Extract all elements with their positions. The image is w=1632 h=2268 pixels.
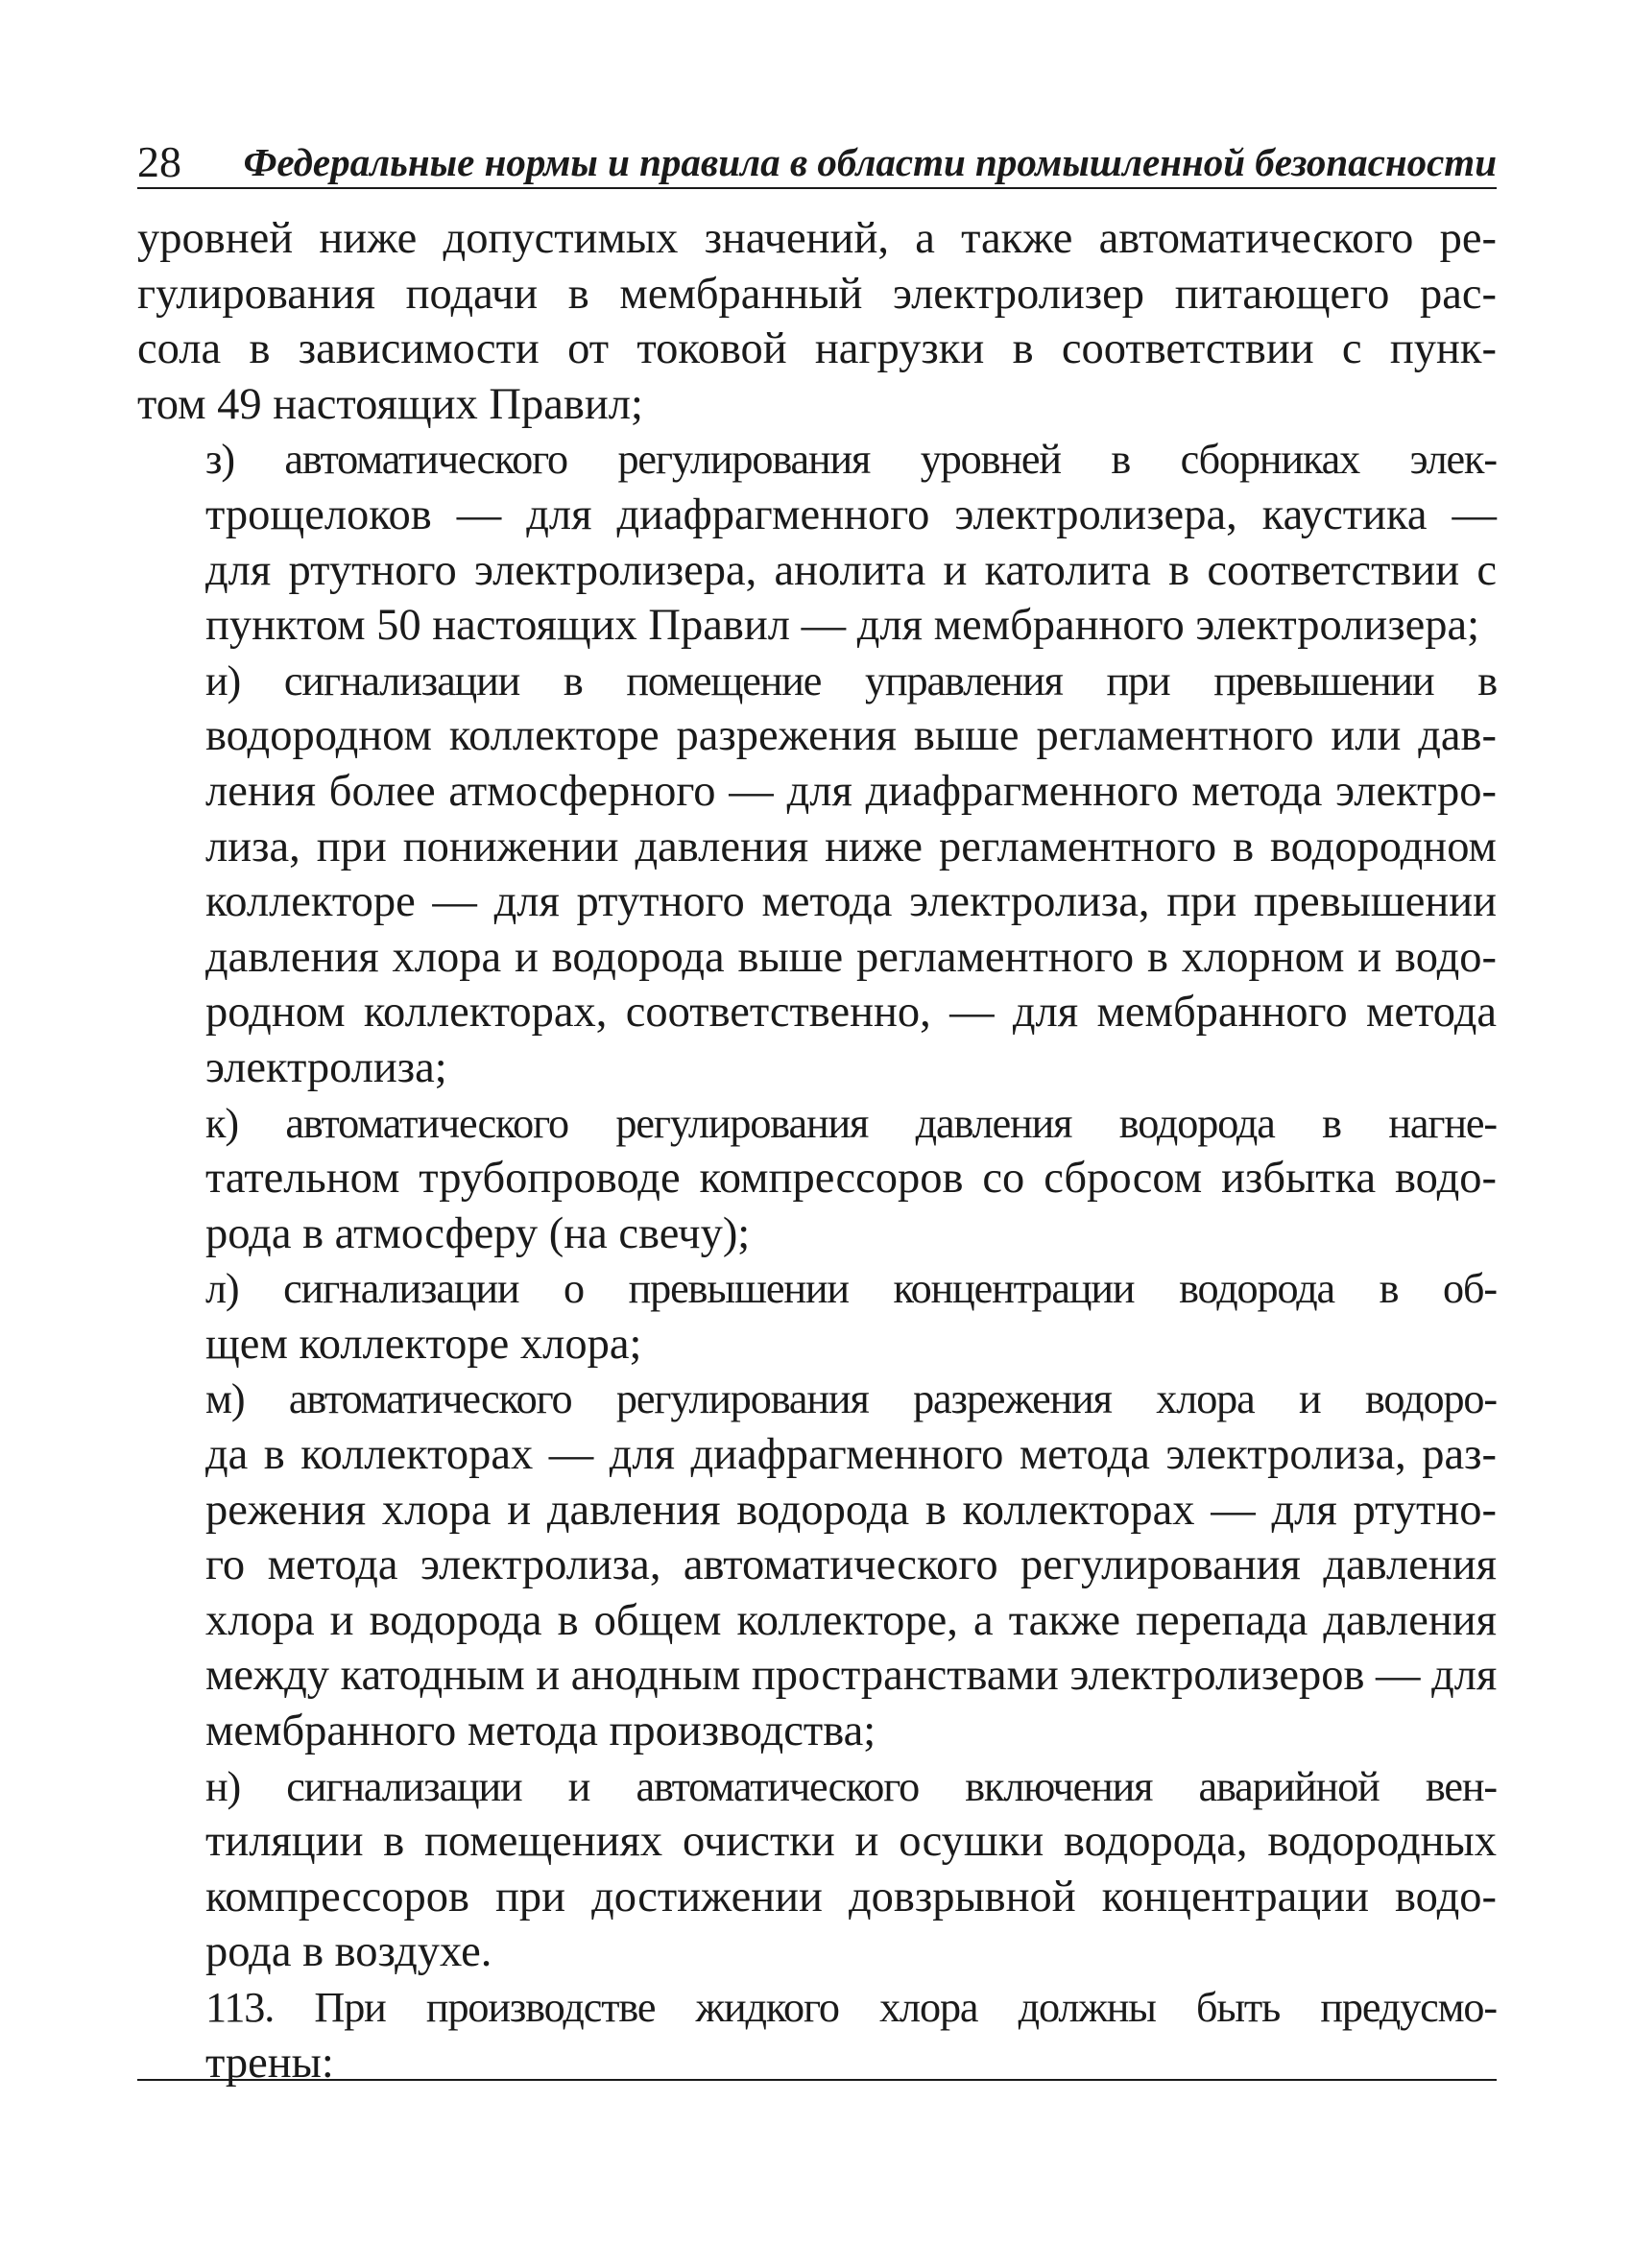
paragraph-item-k xyxy=(137,1096,1497,1262)
text-line: 113. При производстве жидкого хлора должны быть предусмо- xyxy=(205,1984,1497,2031)
paragraph-item-i xyxy=(137,654,1497,1096)
page-header xyxy=(137,134,1497,190)
text-line: режения хлора и давления водорода в коллекторах — для ртутно- xyxy=(205,1485,1497,1535)
page-number: 28 xyxy=(137,137,181,186)
text-line: рода в воздухе. xyxy=(205,1927,492,1977)
running-title: Федеральные нормы и правила в области промышленной безопасности xyxy=(243,140,1497,184)
header-rule xyxy=(137,187,1497,189)
body-text xyxy=(137,211,1497,2090)
text-line: рода в атмосферу (на свечу); xyxy=(205,1208,751,1258)
text-line: ления более атмосферного — для диафрагменного метода электро- xyxy=(205,766,1497,816)
footer-rule xyxy=(137,2079,1497,2081)
paragraph-item-l xyxy=(137,1261,1497,1372)
text-line: между катодным и анодным пространствами электролизеров — для xyxy=(205,1651,1498,1701)
text-line: родном коллекторах, соответственно, — для мембранного метода xyxy=(205,988,1497,1038)
paragraph-item-n xyxy=(137,1759,1497,1980)
text-line: го метода электролиза, автоматического регулирования давления xyxy=(205,1540,1497,1590)
text-line: электролиза; xyxy=(205,1042,447,1092)
text-line: м) автоматического регулирования разрежения хлора и водоро- xyxy=(205,1375,1497,1423)
text-line: н) сигнализации и автоматического включения аварийной вен- xyxy=(205,1762,1497,1810)
text-line: к) автоматического регулирования давления водорода в нагне- xyxy=(205,1099,1497,1147)
text-line: лиза, при понижении давления ниже регламентного в водородном xyxy=(205,822,1497,871)
text-line: сола в зависимости от токовой нагрузки в соответствии с пунк- xyxy=(137,324,1497,374)
text-line: мембранного метода производства; xyxy=(205,1707,876,1756)
paragraph-item-m xyxy=(137,1372,1497,1758)
paragraph-113 xyxy=(137,1980,1497,2090)
text-line: л) сигнализации о превышении концентрации водорода в об- xyxy=(205,1265,1497,1313)
text-line: гулирования подачи в мембранный электролизер питающего рас- xyxy=(137,269,1497,319)
text-line: щем коллекторе хлора; xyxy=(205,1319,642,1369)
text-line: давления хлора и водорода выше регламентного в хлорном и водо- xyxy=(205,932,1497,982)
text-line: трены: xyxy=(205,2038,334,2088)
text-line: водородном коллекторе разрежения выше регламентного или дав- xyxy=(205,711,1497,761)
text-line: тиляции в помещениях очистки и осушки водорода, водородных xyxy=(205,1817,1497,1867)
paragraph-item-z xyxy=(137,432,1497,653)
text-line: и) сигнализации в помещение управления при превышении в xyxy=(205,657,1497,704)
text-line: уровней ниже допустимых значений, а также автоматического ре- xyxy=(137,214,1497,263)
text-line: трощелоков — для диафрагменного электролизера, каустика — xyxy=(205,489,1497,539)
text-line: том 49 настоящих Правил; xyxy=(137,379,643,429)
text-line: з) автоматического регулирования уровней в сборниках элек- xyxy=(205,436,1497,484)
text-line: для ртутного электролизера, анолита и католита в соответствии с xyxy=(205,545,1497,595)
text-line: коллекторе — для ртутного метода электролиза, при превышении xyxy=(205,877,1497,927)
text-line: тательном трубопроводе компрессоров со сбросом избытка водо- xyxy=(205,1154,1497,1204)
text-line: пунктом 50 настоящих Правил — для мембранного электролизера; xyxy=(205,601,1480,651)
text-line: да в коллекторах — для диафрагменного метода электролиза, раз- xyxy=(205,1430,1497,1480)
text-line: хлора и водорода в общем коллекторе, а также перепада давления xyxy=(205,1595,1497,1645)
text-line: компрессоров при достижении довзрывной концентрации водо- xyxy=(205,1872,1497,1922)
paragraph xyxy=(137,211,1497,432)
